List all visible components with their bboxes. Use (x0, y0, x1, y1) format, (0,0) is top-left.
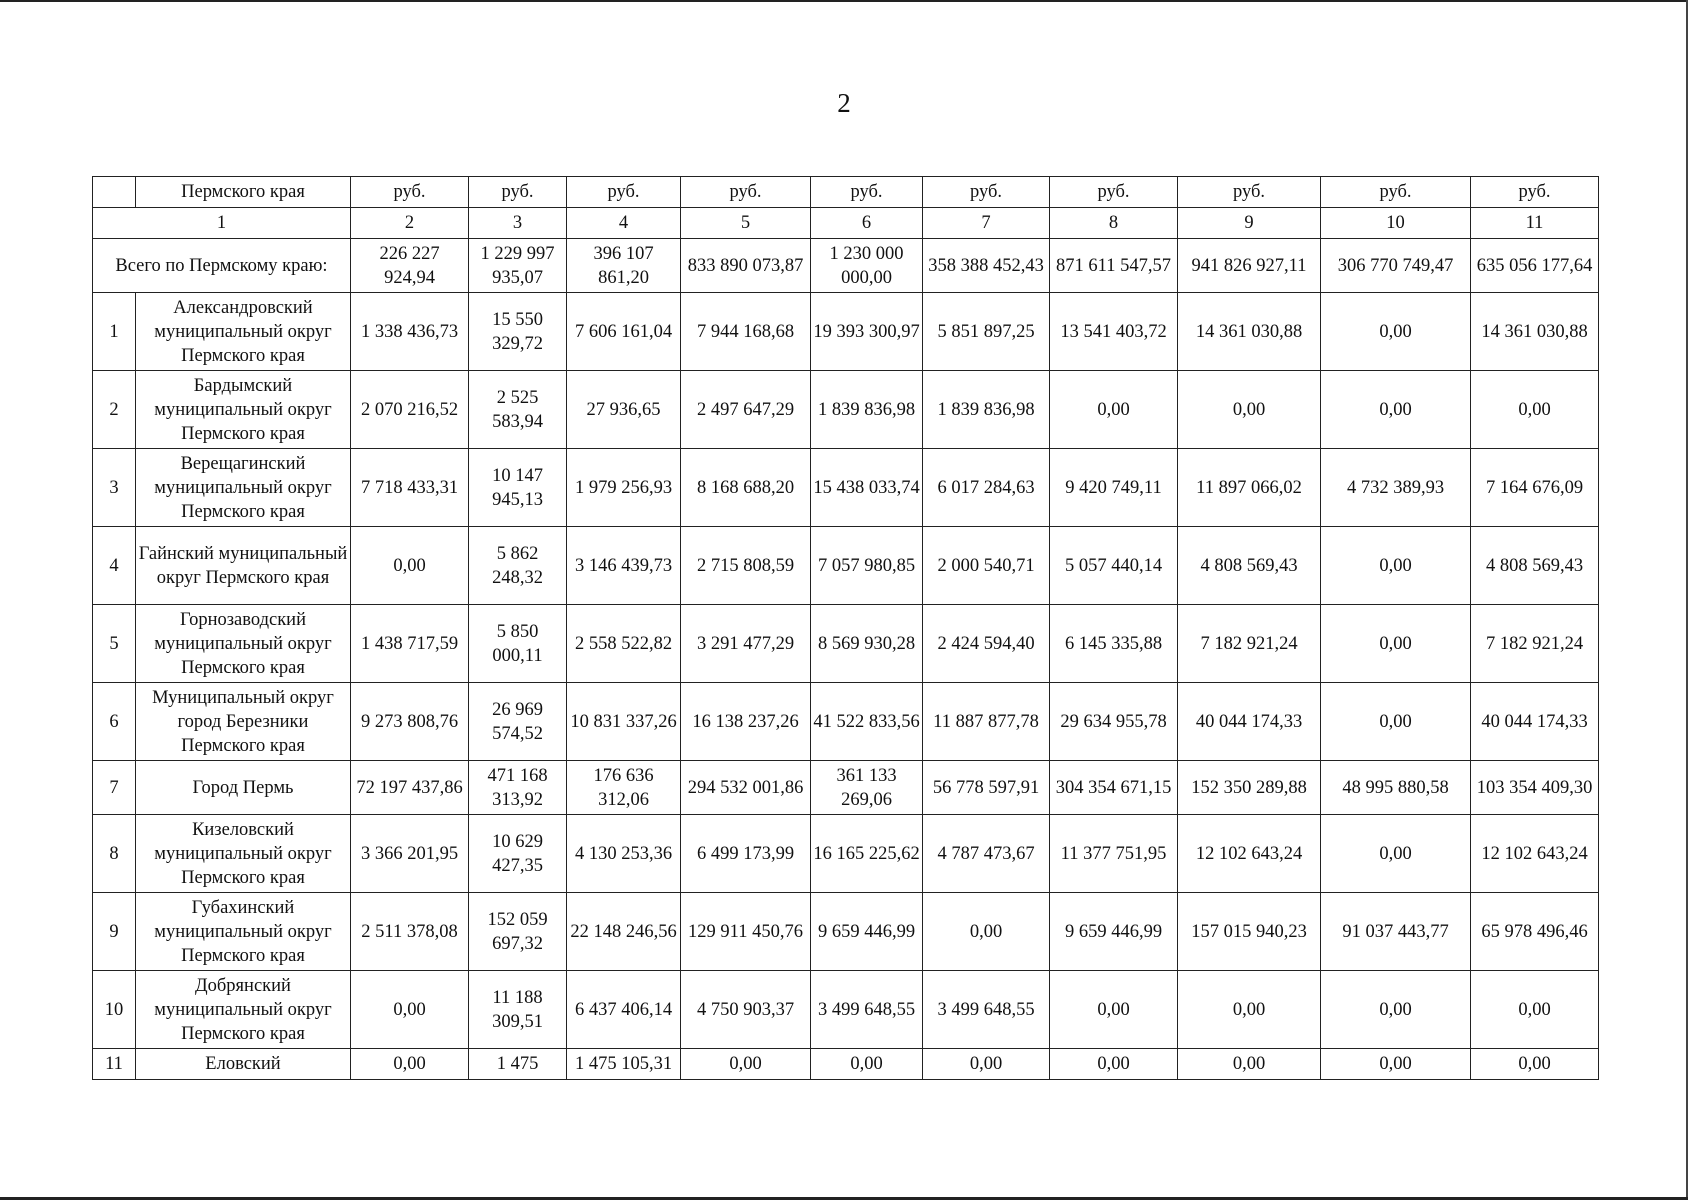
total-label: Всего по Пермскому краю: (93, 239, 351, 293)
column-number-cell: 8 (1050, 208, 1178, 239)
unit-cell: руб. (351, 177, 469, 208)
value-cell: 7 718 433,31 (351, 449, 469, 527)
value-cell: 26 969 574,52 (469, 683, 567, 761)
column-number-cell: 4 (567, 208, 681, 239)
row-index-cell: 10 (93, 971, 136, 1049)
row-index-cell: 1 (93, 293, 136, 371)
value-cell: 6 145 335,88 (1050, 605, 1178, 683)
table-row (93, 893, 1599, 971)
value-cell: 1 475 (469, 1049, 567, 1080)
total-value-cell: 833 890 073,87 (681, 239, 811, 293)
value-cell: 9 420 749,11 (1050, 449, 1178, 527)
value-cell: 10 831 337,26 (567, 683, 681, 761)
value-cell: 4 808 569,43 (1471, 527, 1599, 605)
total-value-cell: 226 227 924,94 (351, 239, 469, 293)
column-number-cell: 1 (93, 208, 351, 239)
value-cell: 65 978 496,46 (1471, 893, 1599, 971)
unit-cell: руб. (681, 177, 811, 208)
value-cell: 0,00 (1050, 1049, 1178, 1080)
value-cell: 12 102 643,24 (1178, 815, 1321, 893)
municipality-name-cell: Город Пермь (136, 761, 351, 815)
value-cell: 2 525 583,94 (469, 371, 567, 449)
value-cell: 103 354 409,30 (1471, 761, 1599, 815)
value-cell: 0,00 (1321, 815, 1471, 893)
page-number: 2 (837, 88, 851, 118)
row-index-cell: 3 (93, 449, 136, 527)
value-cell: 2 558 522,82 (567, 605, 681, 683)
value-cell: 19 393 300,97 (811, 293, 923, 371)
value-cell: 3 366 201,95 (351, 815, 469, 893)
value-cell: 294 532 001,86 (681, 761, 811, 815)
column-number-cell: 10 (1321, 208, 1471, 239)
value-cell: 13 541 403,72 (1050, 293, 1178, 371)
value-cell: 0,00 (1050, 371, 1178, 449)
value-cell: 3 499 648,55 (923, 971, 1050, 1049)
value-cell: 11 188 309,51 (469, 971, 567, 1049)
value-cell: 2 070 216,52 (351, 371, 469, 449)
value-cell: 16 165 225,62 (811, 815, 923, 893)
value-cell: 1 839 836,98 (923, 371, 1050, 449)
value-cell: 5 851 897,25 (923, 293, 1050, 371)
total-value-cell: 635 056 177,64 (1471, 239, 1599, 293)
value-cell: 0,00 (681, 1049, 811, 1080)
row-index-cell: 9 (93, 893, 136, 971)
value-cell: 9 659 446,99 (811, 893, 923, 971)
value-cell: 0,00 (351, 971, 469, 1049)
row-index-cell: 11 (93, 1049, 136, 1080)
value-cell: 0,00 (1471, 971, 1599, 1049)
header-name-cell: Пермского края (136, 177, 351, 208)
unit-cell: руб. (811, 177, 923, 208)
table-row (93, 293, 1599, 371)
value-cell: 22 148 246,56 (567, 893, 681, 971)
value-cell: 0,00 (1321, 971, 1471, 1049)
column-number-cell: 11 (1471, 208, 1599, 239)
unit-cell: руб. (923, 177, 1050, 208)
value-cell: 72 197 437,86 (351, 761, 469, 815)
value-cell: 7 182 921,24 (1178, 605, 1321, 683)
value-cell: 0,00 (1178, 371, 1321, 449)
value-cell: 2 497 647,29 (681, 371, 811, 449)
table-row (93, 761, 1599, 815)
column-number-cell: 5 (681, 208, 811, 239)
value-cell: 12 102 643,24 (1471, 815, 1599, 893)
value-cell: 3 146 439,73 (567, 527, 681, 605)
value-cell: 2 424 594,40 (923, 605, 1050, 683)
table-row (93, 527, 1599, 605)
value-cell: 0,00 (811, 1049, 923, 1080)
value-cell: 304 354 671,15 (1050, 761, 1178, 815)
row-index-cell: 7 (93, 761, 136, 815)
budget-table (92, 176, 1599, 1080)
value-cell: 0,00 (923, 893, 1050, 971)
municipality-name-cell: Муниципальный округ город Березники Пермского края (136, 683, 351, 761)
unit-cell: руб. (1471, 177, 1599, 208)
header-index-cell (93, 177, 136, 208)
table-row (93, 971, 1599, 1049)
value-cell: 29 634 955,78 (1050, 683, 1178, 761)
column-number-cell: 6 (811, 208, 923, 239)
value-cell: 91 037 443,77 (1321, 893, 1471, 971)
table-row (93, 683, 1599, 761)
value-cell: 7 944 168,68 (681, 293, 811, 371)
value-cell: 2 511 378,08 (351, 893, 469, 971)
total-value-cell: 358 388 452,43 (923, 239, 1050, 293)
value-cell: 471 168 313,92 (469, 761, 567, 815)
value-cell: 0,00 (351, 1049, 469, 1080)
row-index-cell: 4 (93, 527, 136, 605)
value-cell: 8 168 688,20 (681, 449, 811, 527)
value-cell: 15 550 329,72 (469, 293, 567, 371)
value-cell: 6 437 406,14 (567, 971, 681, 1049)
unit-cell: руб. (1321, 177, 1471, 208)
value-cell: 27 936,65 (567, 371, 681, 449)
table-row (93, 815, 1599, 893)
value-cell: 5 850 000,11 (469, 605, 567, 683)
value-cell: 11 887 877,78 (923, 683, 1050, 761)
column-number-cell: 2 (351, 208, 469, 239)
municipality-name-cell: Добрянский муниципальный округ Пермского края (136, 971, 351, 1049)
value-cell: 16 138 237,26 (681, 683, 811, 761)
value-cell: 5 057 440,14 (1050, 527, 1178, 605)
value-cell: 7 182 921,24 (1471, 605, 1599, 683)
table-body (93, 177, 1599, 1080)
value-cell: 10 629 427,35 (469, 815, 567, 893)
unit-cell: руб. (1050, 177, 1178, 208)
municipality-name-cell: Кизеловский муниципальный округ Пермского края (136, 815, 351, 893)
value-cell: 40 044 174,33 (1471, 683, 1599, 761)
value-cell: 1 979 256,93 (567, 449, 681, 527)
value-cell: 3 291 477,29 (681, 605, 811, 683)
units-row (93, 177, 1599, 208)
column-number-cell: 7 (923, 208, 1050, 239)
value-cell: 8 569 930,28 (811, 605, 923, 683)
value-cell: 40 044 174,33 (1178, 683, 1321, 761)
value-cell: 7 057 980,85 (811, 527, 923, 605)
value-cell: 361 133 269,06 (811, 761, 923, 815)
value-cell: 0,00 (1321, 371, 1471, 449)
value-cell: 0,00 (923, 1049, 1050, 1080)
value-cell: 4 808 569,43 (1178, 527, 1321, 605)
total-value-cell: 306 770 749,47 (1321, 239, 1471, 293)
table-row (93, 605, 1599, 683)
table-row (93, 371, 1599, 449)
total-value-cell: 941 826 927,11 (1178, 239, 1321, 293)
value-cell: 0,00 (1321, 605, 1471, 683)
value-cell: 2 000 540,71 (923, 527, 1050, 605)
value-cell: 157 015 940,23 (1178, 893, 1321, 971)
value-cell: 0,00 (1321, 683, 1471, 761)
value-cell: 2 715 808,59 (681, 527, 811, 605)
value-cell: 14 361 030,88 (1471, 293, 1599, 371)
value-cell: 0,00 (1178, 1049, 1321, 1080)
value-cell: 11 897 066,02 (1178, 449, 1321, 527)
value-cell: 0,00 (1471, 1049, 1599, 1080)
value-cell: 129 911 450,76 (681, 893, 811, 971)
value-cell: 0,00 (351, 527, 469, 605)
municipality-name-cell: Бардымский муниципальный округ Пермского края (136, 371, 351, 449)
value-cell: 0,00 (1178, 971, 1321, 1049)
row-index-cell: 8 (93, 815, 136, 893)
total-value-cell: 1 229 997 935,07 (469, 239, 567, 293)
unit-cell: руб. (1178, 177, 1321, 208)
value-cell: 0,00 (1321, 527, 1471, 605)
value-cell: 0,00 (1471, 371, 1599, 449)
value-cell: 4 130 253,36 (567, 815, 681, 893)
value-cell: 1 475 105,31 (567, 1049, 681, 1080)
table-row (93, 449, 1599, 527)
row-index-cell: 6 (93, 683, 136, 761)
column-number-cell: 9 (1178, 208, 1321, 239)
value-cell: 0,00 (1050, 971, 1178, 1049)
municipality-name-cell: Еловский (136, 1049, 351, 1080)
total-row (93, 239, 1599, 293)
column-number-cell: 3 (469, 208, 567, 239)
value-cell: 0,00 (1321, 293, 1471, 371)
value-cell: 4 732 389,93 (1321, 449, 1471, 527)
value-cell: 9 659 446,99 (1050, 893, 1178, 971)
value-cell: 0,00 (1321, 1049, 1471, 1080)
value-cell: 6 017 284,63 (923, 449, 1050, 527)
value-cell: 48 995 880,58 (1321, 761, 1471, 815)
page-border-top (0, 0, 1688, 2)
unit-cell: руб. (567, 177, 681, 208)
value-cell: 10 147 945,13 (469, 449, 567, 527)
municipality-name-cell: Гайнский муниципальный округ Пермского края (136, 527, 351, 605)
column-numbers-row (93, 208, 1599, 239)
value-cell: 4 787 473,67 (923, 815, 1050, 893)
value-cell: 176 636 312,06 (567, 761, 681, 815)
value-cell: 56 778 597,91 (923, 761, 1050, 815)
unit-cell: руб. (469, 177, 567, 208)
value-cell: 7 164 676,09 (1471, 449, 1599, 527)
total-value-cell: 1 230 000 000,00 (811, 239, 923, 293)
table-row (93, 1049, 1599, 1080)
row-index-cell: 2 (93, 371, 136, 449)
total-value-cell: 871 611 547,57 (1050, 239, 1178, 293)
value-cell: 9 273 808,76 (351, 683, 469, 761)
value-cell: 6 499 173,99 (681, 815, 811, 893)
value-cell: 1 338 436,73 (351, 293, 469, 371)
total-value-cell: 396 107 861,20 (567, 239, 681, 293)
municipality-name-cell: Горнозаводский муниципальный округ Пермского края (136, 605, 351, 683)
value-cell: 1 839 836,98 (811, 371, 923, 449)
municipality-name-cell: Верещагинский муниципальный округ Пермского края (136, 449, 351, 527)
municipality-name-cell: Губахинский муниципальный округ Пермского края (136, 893, 351, 971)
row-index-cell: 5 (93, 605, 136, 683)
value-cell: 7 606 161,04 (567, 293, 681, 371)
value-cell: 152 059 697,32 (469, 893, 567, 971)
value-cell: 11 377 751,95 (1050, 815, 1178, 893)
value-cell: 3 499 648,55 (811, 971, 923, 1049)
value-cell: 14 361 030,88 (1178, 293, 1321, 371)
value-cell: 5 862 248,32 (469, 527, 567, 605)
municipality-name-cell: Александровский муниципальный округ Пермского края (136, 293, 351, 371)
value-cell: 15 438 033,74 (811, 449, 923, 527)
value-cell: 1 438 717,59 (351, 605, 469, 683)
value-cell: 4 750 903,37 (681, 971, 811, 1049)
value-cell: 152 350 289,88 (1178, 761, 1321, 815)
value-cell: 41 522 833,56 (811, 683, 923, 761)
